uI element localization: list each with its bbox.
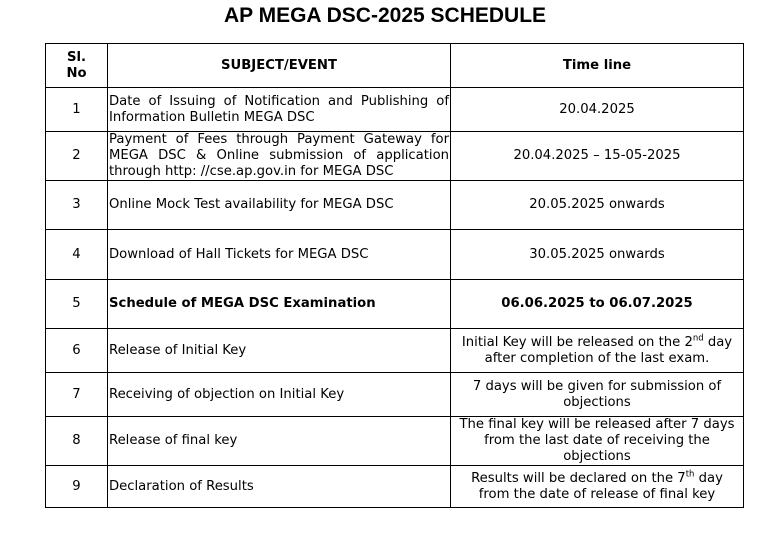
table-row (46, 132, 744, 181)
timeline-text-b: day after completion of the last exam. (484, 334, 733, 366)
row-subject: Receiving of objection on Initial Key (108, 373, 451, 417)
timeline-text-a: Initial Key will be released on the 2 (461, 334, 693, 350)
row-subject: Release of final key (108, 417, 451, 466)
table-header-row (46, 44, 744, 88)
row-timeline (451, 329, 744, 373)
ordinal-suffix: nd (692, 333, 704, 344)
table-row (46, 373, 744, 417)
timeline-text-b: day from the date of release of final key (478, 470, 723, 502)
row-sl: 6 (46, 329, 108, 373)
row-subject: Declaration of Results (108, 466, 451, 508)
row-sl: 1 (46, 88, 108, 132)
row-sl: 9 (46, 466, 108, 508)
page-title: AP MEGA DSC-2025 SCHEDULE (223, 4, 547, 27)
row-timeline (451, 466, 744, 508)
row-subject: Release of Initial Key (108, 329, 451, 373)
row-timeline: 20.04.2025 – 15-05-2025 (451, 132, 744, 181)
table-row (46, 181, 744, 230)
row-timeline: The final key will be released after 7 days from the last date of receiving the objections (451, 417, 744, 466)
header-subject: SUBJECT/EVENT (108, 44, 451, 88)
row-subject: Schedule of MEGA DSC Examination (108, 280, 451, 329)
table-row (46, 280, 744, 329)
table-row (46, 88, 744, 132)
row-subject: Download of Hall Tickets for MEGA DSC (108, 230, 451, 280)
row-sl: 8 (46, 417, 108, 466)
row-subject: Online Mock Test availability for MEGA DSC (108, 181, 451, 230)
row-sl: 7 (46, 373, 108, 417)
row-timeline: 06.06.2025 to 06.07.2025 (451, 280, 744, 329)
row-sl: 4 (46, 230, 108, 280)
row-timeline: 7 days will be given for submission of objections (451, 373, 744, 417)
row-sl: 5 (46, 280, 108, 329)
table-row (46, 230, 744, 280)
row-subject: Payment of Fees through Payment Gateway for MEGA DSC & Online submission of application through http: //cse.ap.gov.in for MEGA DSC (109, 132, 449, 179)
row-timeline: 20.04.2025 (451, 88, 744, 132)
header-timeline: Time line (451, 44, 744, 88)
header-sl-no: Sl. No (46, 44, 108, 88)
row-subject: Date of Issuing of Notification and Publishing of Information Bulletin MEGA DSC (108, 88, 451, 132)
timeline-text-a: Results will be declared on the 7 (471, 470, 686, 486)
row-sl: 3 (46, 181, 108, 230)
table-row (46, 417, 744, 466)
table-row (46, 329, 744, 373)
row-sl: 2 (46, 132, 108, 181)
ordinal-suffix: th (685, 469, 695, 480)
schedule-table (45, 43, 744, 508)
row-timeline: 20.05.2025 onwards (451, 181, 744, 230)
row-timeline: 30.05.2025 onwards (451, 230, 744, 280)
table-row (46, 466, 744, 508)
